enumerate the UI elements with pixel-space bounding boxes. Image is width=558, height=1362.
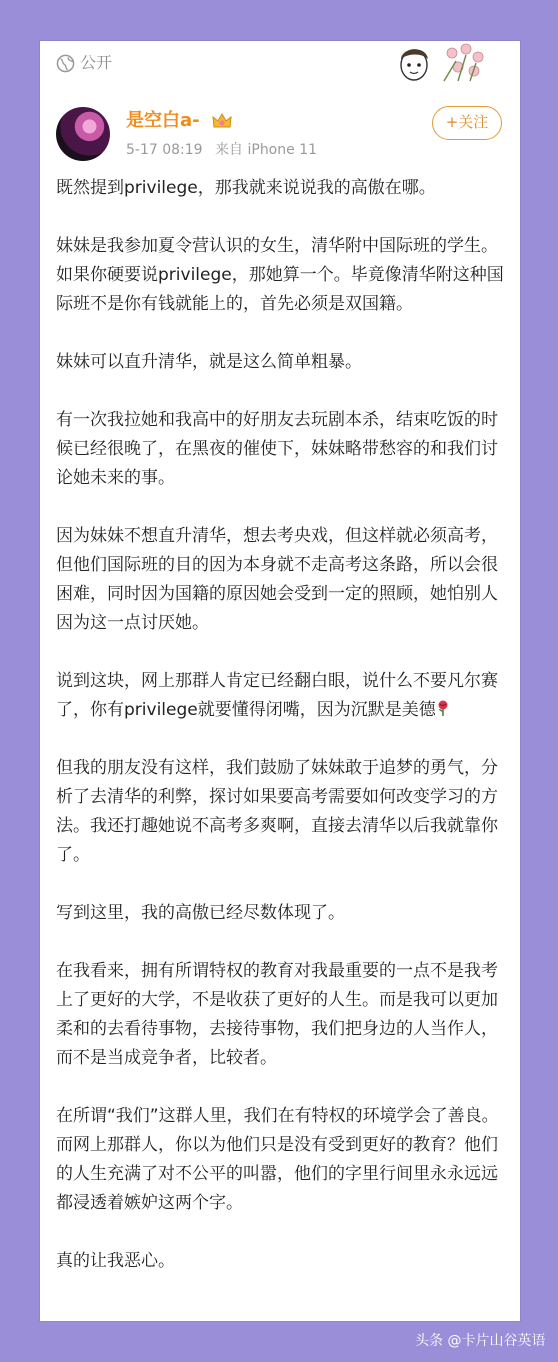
paragraph: 既然提到privilege，那我就来说说我的高傲在哪。 <box>56 178 436 198</box>
username[interactable]: 是空白a- <box>126 110 200 131</box>
globe-icon <box>56 54 75 73</box>
crown-badge-icon <box>211 111 233 131</box>
paragraph: 在我看来，拥有所谓特权的教育对我最重要的一点不是我考上了更好的大学，不是收获了更好的人生。而是我可以更加柔和的去看待事物，去接待事物，我们把身边的人当作人，而不是当成竞争者，比较者。 <box>56 961 498 1068</box>
rose-icon <box>436 700 450 717</box>
post-date: 5-17 08:19 <box>126 142 203 158</box>
post-body <box>56 174 508 1305</box>
paragraph: 妹妹是我参加夏令营认识的女生，清华附中国际班的学生。如果你硬要说privilege，那她算一个。毕竟像清华附这种国际班不是你有钱就能上的，首先必须是双国籍。 <box>56 236 504 314</box>
paragraph-text: 说到这块，网上那群人肯定已经翻白眼，说什么不要凡尔赛了，你有privilege就要懂得闭嘴，因为沉默是美德 <box>56 671 498 720</box>
visibility-label: 公开 <box>80 53 113 72</box>
post-meta <box>126 141 317 159</box>
paragraph: 因为妹妹不想直升清华，想去考央戏，但这样就必须高考，但他们国际班的目的因为本身就不走高考这条路，所以会很困难，同时因为国籍的原因她会受到一定的照顾，她怕别人因为这一点讨厌她。 <box>56 526 498 633</box>
paragraph: 妹妹可以直升清华，就是这么简单粗暴。 <box>56 352 362 372</box>
post-header-bar <box>40 41 520 87</box>
decoration-sticker-icon <box>392 41 492 85</box>
paragraph: 有一次我拉她和我高中的好朋友去玩剧本杀，结束吃饭的时候已经很晚了，在黑夜的催使下，妹妹略带愁容的和我们讨论她未来的事。 <box>56 410 498 488</box>
paragraph: 在所谓“我们”这群人里，我们在有特权的环境学会了善良。而网上那群人，你以为他们只是没有受到更好的教育？他们的人生充满了对不公平的叫嚣，他们的字里行间里永永远远都浸透着嫉妒这两个字。 <box>56 1106 499 1213</box>
follow-button[interactable]: +关注 <box>432 106 502 140</box>
paragraph-with-emoji <box>56 667 508 725</box>
paragraph: 但我的朋友没有这样，我们鼓励了妹妹敢于追梦的勇气，分析了去清华的利弊，探讨如果要高考需要如何改变学习的方法。我还打趣她说不高考多爽啊，直接去清华以后我就靠你了。 <box>56 758 498 865</box>
watermark: 头条 @卡片山谷英语 <box>415 1333 546 1349</box>
paragraph: 真的让我恶心。 <box>56 1251 175 1271</box>
post-source: 来自 iPhone 11 <box>215 142 318 158</box>
paragraph: 写到这里，我的高傲已经尽数体现了。 <box>56 903 345 923</box>
post-card <box>40 41 520 1321</box>
avatar[interactable] <box>56 107 110 161</box>
